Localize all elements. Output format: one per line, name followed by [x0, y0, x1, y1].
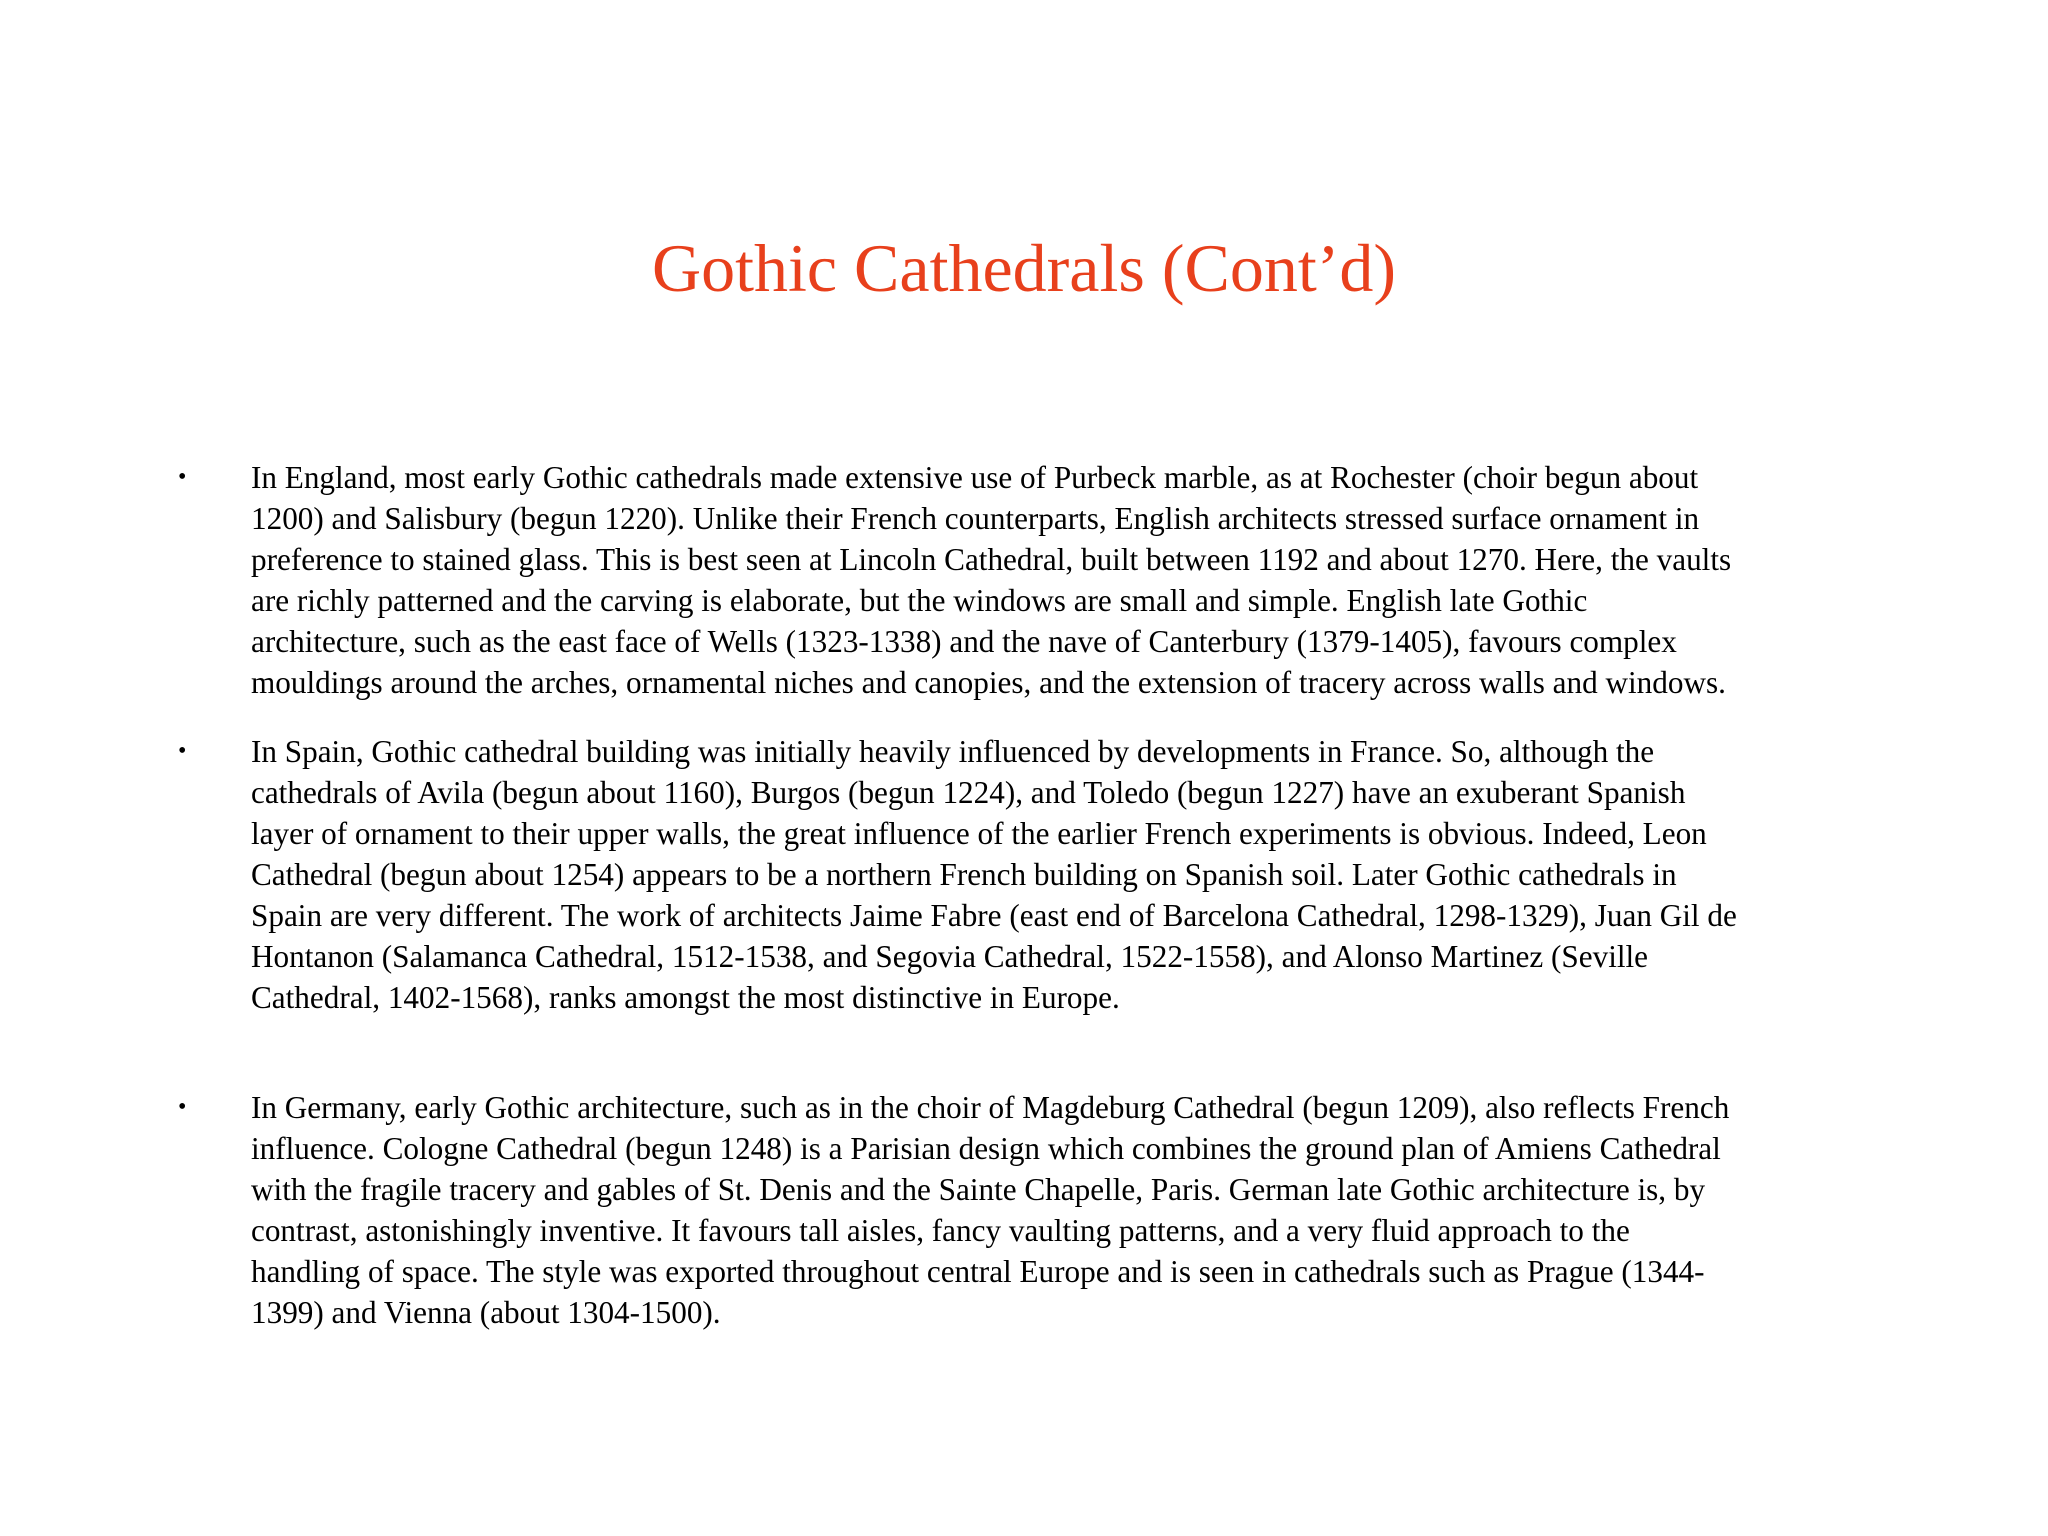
- text-line: In Germany, early Gothic architecture, such as in the choir of Magdeburg Cathedral (begun 1209), also reflects French: [251, 1090, 1730, 1125]
- text-line: cathedrals of Avila (begun about 1160), Burgos (begun 1224), and Toledo (begun 1227) have an exuberant Spanish: [251, 775, 1686, 810]
- text-line: Cathedral (begun about 1254) appears to be a northern French building on Spanish soil. Later Gothic cathedrals in: [251, 857, 1677, 892]
- bullet-text: [251, 1087, 1901, 1333]
- text-line: mouldings around the arches, ornamental niches and canopies, and the extension of tracery across walls and windows.: [251, 665, 1726, 700]
- slide-title: Gothic Cathedrals (Cont’d): [651, 230, 1397, 306]
- text-line: layer of ornament to their upper walls, the great influence of the earlier French experiments is obvious. Indeed, Leon: [251, 816, 1707, 851]
- text-line: handling of space. The style was exported throughout central Europe and is seen in cathedrals such as Prague (1344-: [251, 1254, 1705, 1289]
- bullet-text: [251, 457, 1901, 703]
- text-line: Cathedral, 1402-1568), ranks amongst the most distinctive in Europe.: [251, 980, 1120, 1015]
- text-line: preference to stained glass. This is best seen at Lincoln Cathedral, built between 1192 and about 1270. Here, the vaults: [251, 542, 1732, 577]
- text-line: 1399) and Vienna (about 1304-1500).: [251, 1295, 721, 1330]
- bullet-text: [251, 731, 1901, 1018]
- text-line: In England, most early Gothic cathedrals made extensive use of Purbeck marble, as at Rochester (choir begun about: [251, 460, 1699, 495]
- text-line: 1200) and Salisbury (begun 1220). Unlike their French counterparts, English architects stressed surface ornament in: [251, 501, 1700, 536]
- bullet-point-icon: •: [178, 1094, 187, 1120]
- text-line: influence. Cologne Cathedral (begun 1248) is a Parisian design which combines the ground plan of Amiens Cathedral: [251, 1131, 1721, 1166]
- text-line: contrast, astonishingly inventive. It favours tall aisles, fancy vaulting patterns, and a very fluid approach to the: [251, 1213, 1630, 1248]
- bullet-point-icon: •: [178, 464, 187, 490]
- text-line: Spain are very different. The work of architects Jaime Fabre (east end of Barcelona Cathedral, 1298-1329), Juan Gil de: [251, 898, 1737, 933]
- text-line: with the fragile tracery and gables of St. Denis and the Sainte Chapelle, Paris. German late Gothic architecture is, by: [251, 1172, 1706, 1207]
- text-line: In Spain, Gothic cathedral building was initially heavily influenced by developments in France. So, although the: [251, 734, 1655, 769]
- text-line: Hontanon (Salamanca Cathedral, 1512-1538, and Segovia Cathedral, 1522-1558), and Alonso Martinez (Seville: [251, 939, 1649, 974]
- bullet-point-icon: •: [178, 738, 187, 764]
- text-line: architecture, such as the east face of Wells (1323-1338) and the nave of Canterbury (1379-1405), favours complex: [251, 624, 1677, 659]
- text-line: are richly patterned and the carving is elaborate, but the windows are small and simple. English late Gothic: [251, 583, 1588, 618]
